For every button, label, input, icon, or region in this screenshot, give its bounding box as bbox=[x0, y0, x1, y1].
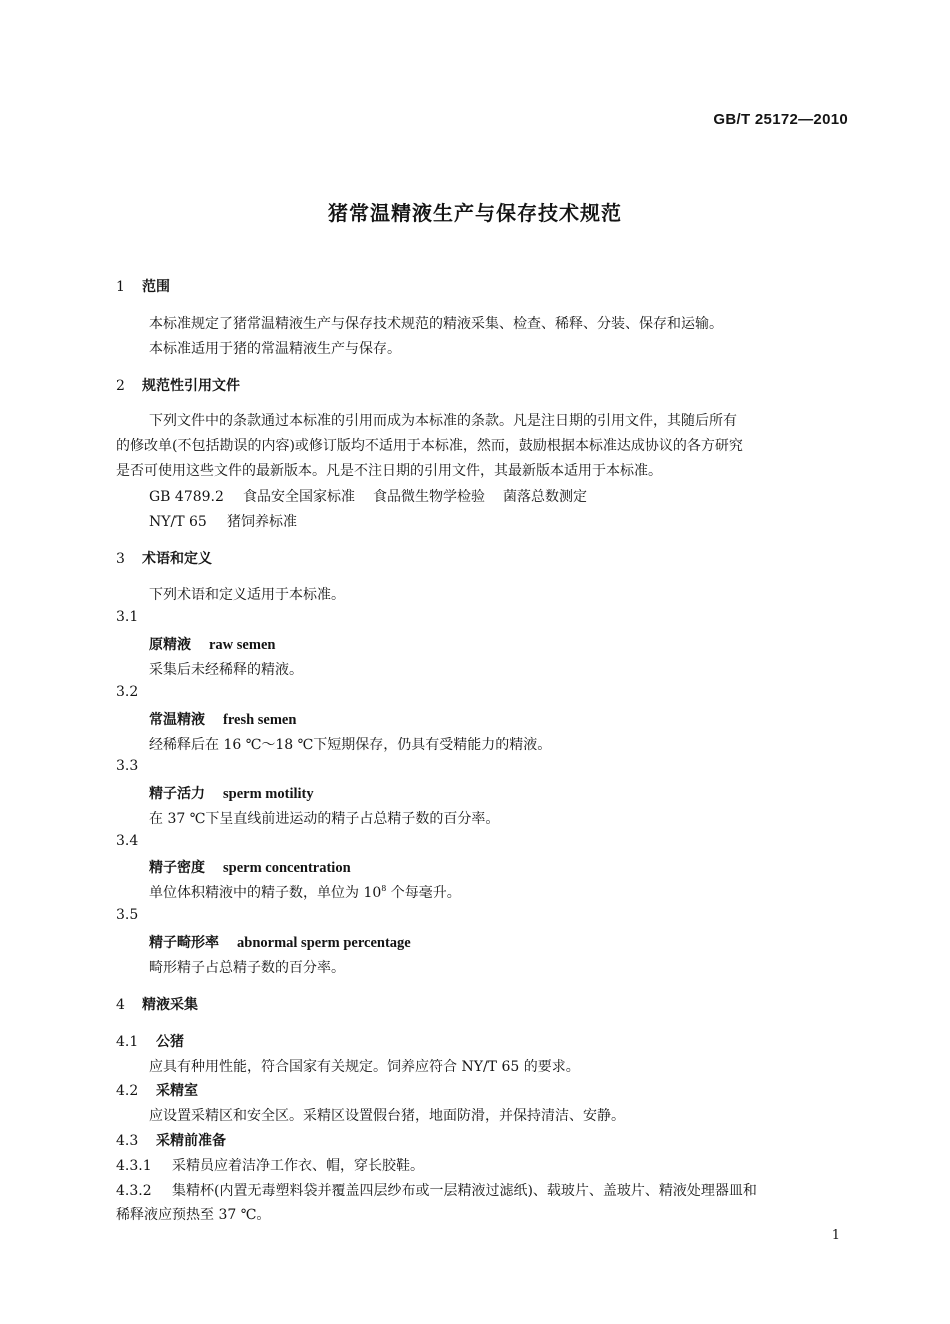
term-heading bbox=[149, 857, 351, 877]
term-en: sperm motility bbox=[223, 786, 314, 802]
term-number: 3.1 bbox=[116, 609, 139, 625]
section-title: 术语和定义 bbox=[142, 551, 212, 567]
reference-title: 食品微生物学检验 bbox=[373, 489, 485, 505]
term-definition: 经稀释后在 16 ℃～18 ℃下短期保存，仍具有受精能力的精液。 bbox=[149, 737, 552, 753]
reference-item bbox=[149, 486, 587, 506]
section-3-intro: 下列术语和定义适用于本标准。 bbox=[149, 587, 345, 603]
subsection-4-3-heading bbox=[116, 1130, 226, 1150]
subsection-4-1-paragraph: 应具有种用性能，符合国家有关规定。饲养应符合 NY/T 65 的要求。 bbox=[149, 1059, 580, 1075]
item-number: 4.3.2 bbox=[116, 1183, 152, 1199]
term-zh: 精子活力 bbox=[149, 786, 205, 802]
term-definition: 在 37 ℃下呈直线前进运动的精子占总精子数的百分率。 bbox=[149, 811, 500, 827]
term-heading bbox=[149, 709, 296, 729]
section-number: 1 bbox=[116, 279, 125, 295]
term-heading bbox=[149, 932, 411, 952]
subsection-title: 公猪 bbox=[156, 1034, 184, 1050]
exponent: 8 bbox=[381, 884, 387, 893]
definition-text: 个每毫升。 bbox=[386, 885, 461, 901]
term-en: raw semen bbox=[209, 637, 276, 653]
section-title: 规范性引用文件 bbox=[142, 378, 240, 394]
subsection-4-2-paragraph: 应设置采精区和安全区。采精区设置假台猪，地面防滑，并保持清洁、安静。 bbox=[149, 1108, 625, 1124]
subsection-number: 4.2 bbox=[116, 1083, 139, 1099]
standard-code: GB/T 25172—2010 bbox=[713, 111, 848, 128]
subsection-4-1-heading bbox=[116, 1031, 184, 1051]
section-3-heading bbox=[116, 548, 212, 568]
section-1-heading bbox=[116, 276, 170, 296]
section-number: 4 bbox=[116, 997, 125, 1013]
subsection-title: 采精室 bbox=[156, 1083, 198, 1099]
section-number: 3 bbox=[116, 551, 125, 567]
section-2-paragraph-line-3: 是否可使用这些文件的最新版本。凡是不注日期的引用文件，其最新版本适用于本标准。 bbox=[116, 463, 662, 479]
page-number: 1 bbox=[831, 1228, 840, 1243]
term-zh: 精子畸形率 bbox=[149, 935, 219, 951]
term-number: 3.5 bbox=[116, 907, 139, 923]
section-2-paragraph-line-1: 下列文件中的条款通过本标准的引用而成为本标准的条款。凡是注日期的引用文件，其随后所有 bbox=[149, 413, 737, 429]
term-en: fresh semen bbox=[223, 712, 297, 728]
section-number: 2 bbox=[116, 378, 125, 394]
page-title: 猪常温精液生产与保存技术规范 bbox=[328, 201, 622, 225]
definition-text: 单位体积精液中的精子数，单位为 10 bbox=[149, 885, 382, 901]
subsection-number: 4.1 bbox=[116, 1034, 139, 1050]
reference-title: 猪饲养标准 bbox=[227, 514, 297, 530]
section-title: 精液采集 bbox=[142, 997, 198, 1013]
reference-code: GB 4789.2 bbox=[149, 489, 224, 505]
section-1-paragraph-2: 本标准适用于猪的常温精液生产与保存。 bbox=[149, 341, 401, 357]
term-number: 3.4 bbox=[116, 833, 139, 849]
item-number: 4.3.1 bbox=[116, 1158, 152, 1174]
term-zh: 原精液 bbox=[149, 637, 191, 653]
term-zh: 常温精液 bbox=[149, 712, 205, 728]
reference-item bbox=[149, 511, 297, 531]
term-heading bbox=[149, 634, 275, 654]
item-4-3-2 bbox=[116, 1180, 757, 1200]
item-text: 采精员应着洁净工作衣、帽，穿长胶鞋。 bbox=[172, 1158, 424, 1174]
term-definition: 采集后未经稀释的精液。 bbox=[149, 662, 303, 678]
term-definition bbox=[149, 882, 461, 902]
subsection-number: 4.3 bbox=[116, 1133, 139, 1149]
reference-code: NY/T 65 bbox=[149, 514, 207, 530]
term-number: 3.3 bbox=[116, 758, 139, 774]
reference-title: 菌落总数测定 bbox=[503, 489, 587, 505]
term-number: 3.2 bbox=[116, 684, 139, 700]
term-zh: 精子密度 bbox=[149, 860, 205, 876]
subsection-title: 采精前准备 bbox=[156, 1133, 226, 1149]
section-2-paragraph-line-2: 的修改单(不包括勘误的内容)或修订版均不适用于本标准，然而，鼓励根据本标准达成协议的各方研究 bbox=[116, 438, 743, 454]
subsection-4-2-heading bbox=[116, 1080, 198, 1100]
section-4-heading bbox=[116, 994, 198, 1014]
item-4-3-1 bbox=[116, 1155, 424, 1175]
section-1-paragraph-1: 本标准规定了猪常温精液生产与保存技术规范的精液采集、检查、稀释、分装、保存和运输。 bbox=[149, 316, 723, 332]
item-text: 集精杯(内置无毒塑料袋并覆盖四层纱布或一层精液过滤纸)、载玻片、盖玻片、精液处理器皿和 bbox=[172, 1183, 757, 1199]
section-2-heading bbox=[116, 375, 240, 395]
section-title: 范围 bbox=[142, 279, 170, 295]
term-heading bbox=[149, 783, 314, 803]
reference-title: 食品安全国家标准 bbox=[243, 489, 355, 505]
term-en: sperm concentration bbox=[223, 860, 351, 876]
term-en: abnormal sperm percentage bbox=[237, 935, 411, 951]
term-definition: 畸形精子占总精子数的百分率。 bbox=[149, 960, 345, 976]
item-4-3-2-continuation: 稀释液应预热至 37 ℃。 bbox=[116, 1207, 271, 1223]
